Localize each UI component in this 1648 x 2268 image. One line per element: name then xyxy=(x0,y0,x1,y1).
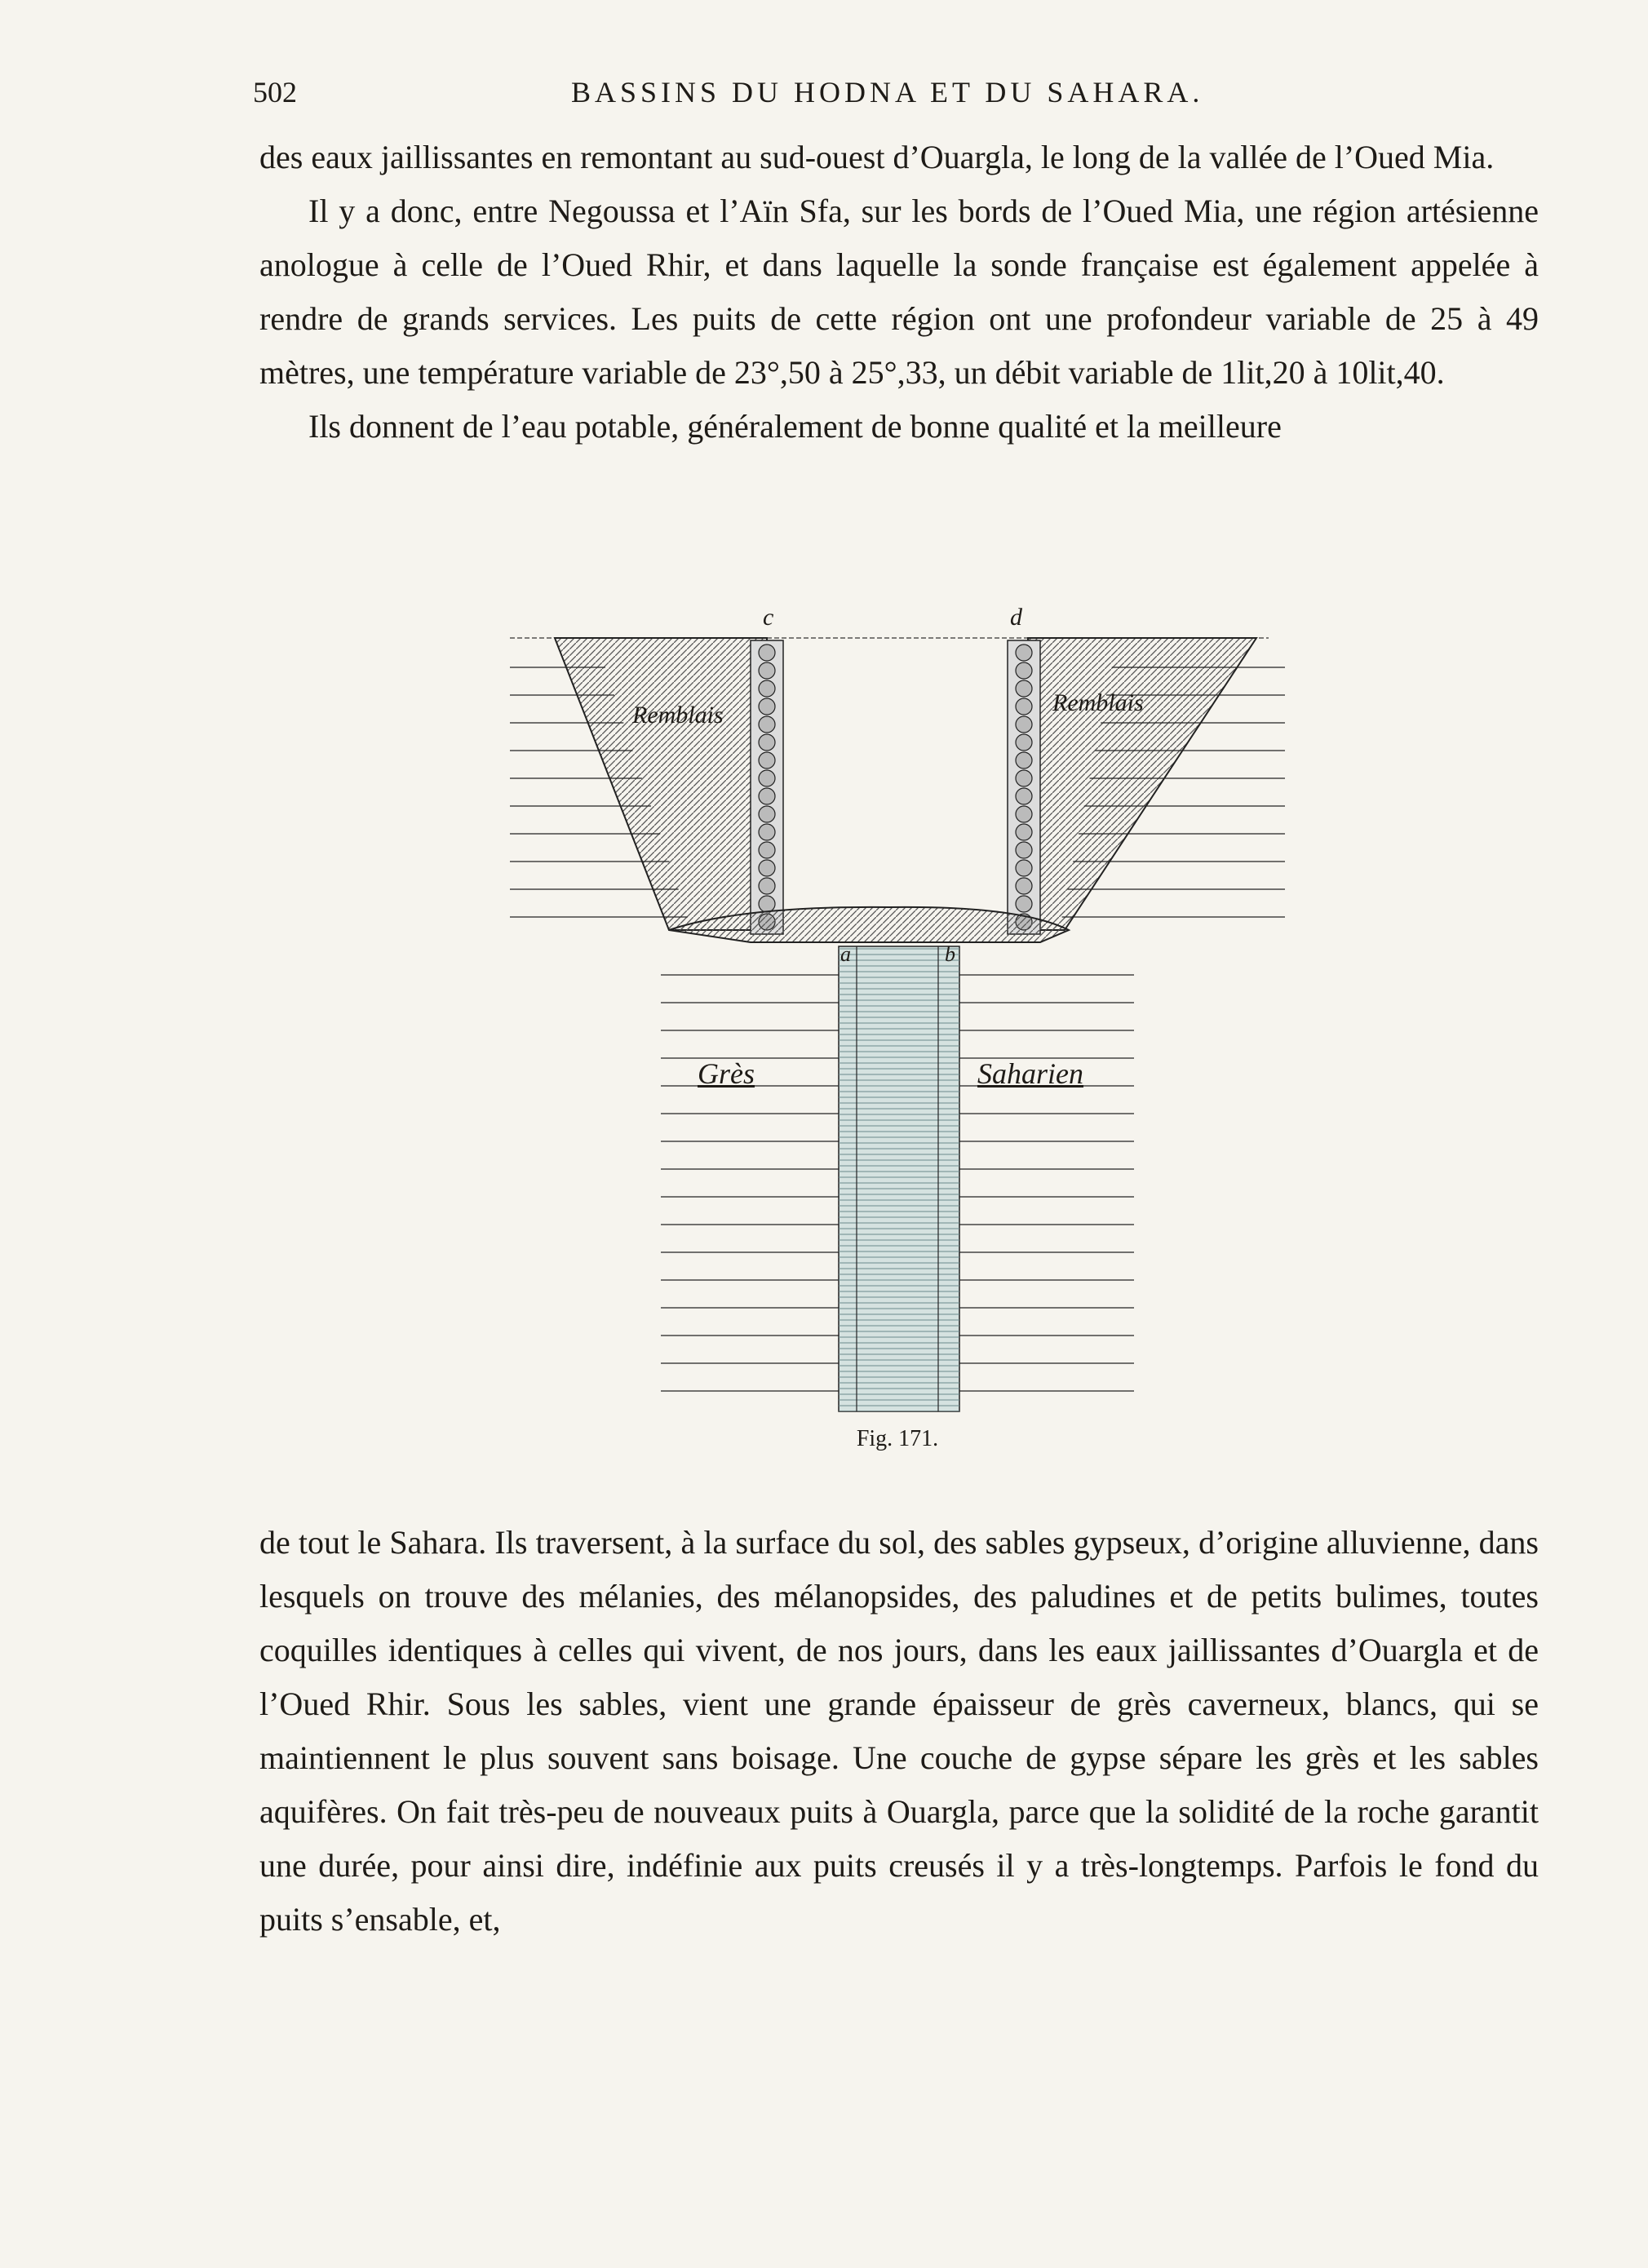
wall-stone xyxy=(1016,878,1032,894)
remblais-left-wedge xyxy=(555,638,767,930)
label-gres: Grès xyxy=(698,1057,755,1090)
paragraph-2: Il y a donc, entre Negoussa et l’Aïn Sfa, sur les bords de l’Oued Mia, une région artésienne anologue à celle de l’Oued Rhir, et dans laquelle la sonde française est également appelée à rendre de grands services. Les puits de cette région ont une profondeur variable de 25 à 49 mètres, une température variable de 23°,50 à 25°,33, un débit variable de 1lit,20 à 10lit,40. xyxy=(259,193,1539,391)
wall-stone xyxy=(1016,752,1032,769)
wall-stone xyxy=(759,788,775,804)
page-header xyxy=(253,75,1493,124)
paragraph-3: Ils donnent de l’eau potable, généralement de bonne qualité et la meilleure xyxy=(308,408,1282,445)
wall-stone xyxy=(1016,860,1032,876)
wall-stone xyxy=(759,842,775,858)
label-remblais-right: Remblais xyxy=(1052,689,1144,716)
wall-stone xyxy=(1016,842,1032,858)
well-diagram xyxy=(498,604,1297,1420)
label-b: b xyxy=(945,942,955,966)
wall-stone xyxy=(759,680,775,697)
wall-stone xyxy=(759,770,775,786)
wall-stone xyxy=(759,860,775,876)
well-cross-section-figure xyxy=(498,604,1297,1452)
wall-stone xyxy=(1016,896,1032,912)
label-a: a xyxy=(840,942,851,966)
wall-stone xyxy=(759,896,775,912)
label-d: d xyxy=(1010,604,1022,631)
label-saharien: Saharien xyxy=(977,1057,1083,1090)
wall-stone xyxy=(759,734,775,751)
wall-stone xyxy=(1016,770,1032,786)
wall-stone xyxy=(759,824,775,840)
wall-stone xyxy=(759,752,775,769)
wall-stone xyxy=(1016,806,1032,822)
wall-stone xyxy=(1016,680,1032,697)
figure-caption: Fig. 171. xyxy=(856,1426,939,1451)
paragraph-4: de tout le Sahara. Ils traversent, à la surface du sol, des sables gypseux, d’origine alluvienne, dans lesquels on trouve des mélanies, des mélanopsides, des paludines et de petits bulimes, toutes coquilles identiques à celles qui vivent, de nos jours, dans les eaux jaillissantes d’Ouargla et de l’Oued Rhir. Sous les sables, vient une grande épaisseur de grès caverneux, blancs, qui se maintiennent le plus souvent sans boisage. Une couche de gypse sépare les grès et les sables aquifères. On fait très-peu de nouveaux puits à Ouargla, parce que la solidité de la roche garantit une durée, pour ainsi dire, indéfinie aux puits creusés il y a très-longtemps. Parfois le fond du puits s’ensable, et, xyxy=(259,1524,1539,1938)
wall-stone xyxy=(1016,716,1032,733)
label-remblais-left: Remblais xyxy=(632,702,724,729)
label-c: c xyxy=(763,604,774,631)
wall-stone xyxy=(759,878,775,894)
body-text-top xyxy=(259,131,1539,454)
wall-stones xyxy=(759,645,1032,930)
wall-stone xyxy=(1016,645,1032,661)
paragraph-1: des eaux jaillissantes en remontant au sud-ouest d’Ouargla, le long de la vallée de l’Oued Mia. xyxy=(259,139,1495,175)
wall-stone xyxy=(1016,662,1032,679)
wall-stone xyxy=(1016,788,1032,804)
wall-stone xyxy=(759,645,775,661)
page-number: 502 xyxy=(253,76,297,109)
running-head: BASSINS DU HODNA ET DU SAHARA. xyxy=(571,76,1204,109)
body-text-bottom xyxy=(259,1516,1539,1947)
wall-stone xyxy=(1016,824,1032,840)
wall-stone xyxy=(759,662,775,679)
wall-stone xyxy=(759,716,775,733)
wall-stone xyxy=(759,806,775,822)
wall-stone xyxy=(1016,734,1032,751)
remblais-right-wedge xyxy=(1028,638,1256,930)
wall-stone xyxy=(759,698,775,715)
wall-stone xyxy=(1016,698,1032,715)
